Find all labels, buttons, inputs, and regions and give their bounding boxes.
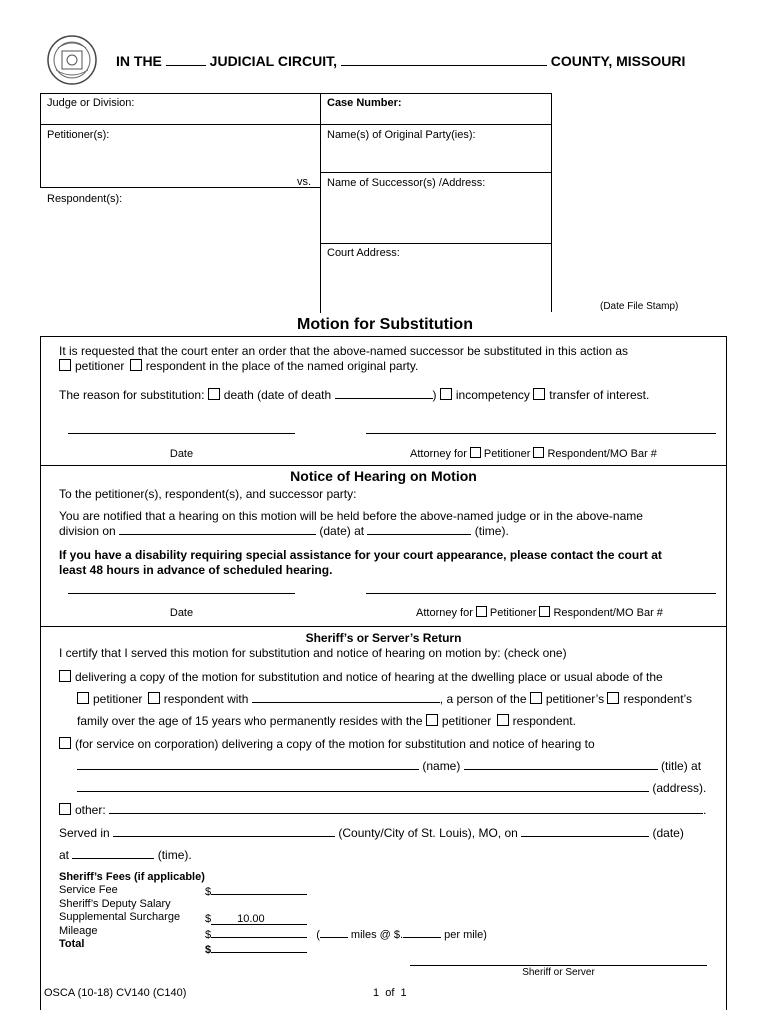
fees-labels [59, 884, 180, 952]
missouri-seal-logo [46, 34, 98, 86]
notice-attorney-petitioner-checkbox[interactable] [476, 606, 487, 617]
motion-request-text: It is requested that the court enter an order that the above-named successor be substituted in this action as [59, 344, 628, 358]
person-name-field[interactable] [252, 702, 440, 703]
mileage-label: Mileage [59, 924, 98, 937]
return-option-dwelling: delivering a copy of the motion for substitution and notice of hearing at the dwelling place or usual abode of the [59, 670, 663, 684]
notice-notified-text: You are notified that a hearing on this motion will be held before the above-named judge or in the above-name [59, 509, 643, 523]
hearing-time-field[interactable] [367, 534, 471, 535]
motion-date-signature-line[interactable] [68, 433, 295, 434]
service-fee-label: Service Fee [59, 884, 118, 896]
notice-attorney-signature-line[interactable] [366, 593, 716, 594]
reason-line: The reason for substitution: death (date of death ) incompetency transfer of interest. [59, 388, 650, 402]
petitioner-label: Petitioner(s): [47, 129, 110, 141]
resides-respondent-checkbox[interactable] [497, 714, 509, 726]
motion-attorney-respondent-checkbox[interactable] [533, 447, 544, 458]
notice-attorney-label: Attorney for Petitioner Respondent/MO Bar # [416, 607, 663, 619]
corp-title-field[interactable] [464, 769, 658, 770]
deputy-salary-label: Sheriff’s Deputy Salary [59, 897, 171, 910]
case-number-label: Case Number: [327, 97, 402, 109]
form-id: OSCA (10-18) CV140 (C140) [44, 987, 187, 999]
court-header [116, 53, 685, 69]
served-in-line: Served in (County/City of St. Louis), MO, on (date) [59, 826, 684, 840]
petitioners-family-checkbox[interactable] [530, 692, 542, 704]
served-date-field[interactable] [521, 836, 649, 837]
motion-attorney-petitioner-checkbox[interactable] [470, 447, 481, 458]
vs-label: vs. [297, 176, 312, 188]
sheriff-or-server-label: Sheriff or Server [522, 967, 595, 978]
served-county-field[interactable] [113, 836, 335, 837]
rate-per-mile-field[interactable] [403, 927, 441, 938]
supplemental-surcharge-label: Supplemental Surcharge [59, 911, 181, 923]
respondents-family-checkbox[interactable] [607, 692, 619, 704]
circuit-number-field[interactable] [166, 65, 206, 66]
disability-text-2: least 48 hours in advance of scheduled hearing. [59, 563, 333, 577]
sheriff-signature-line[interactable] [410, 965, 707, 966]
incompetency-checkbox[interactable] [440, 388, 452, 400]
service-fee-field[interactable] [211, 884, 307, 895]
date-of-death-field[interactable] [335, 398, 433, 399]
corporation-checkbox[interactable] [59, 737, 71, 749]
return-family-line: family over the age of 15 years who permanently resides with the petitioner respondent. [77, 714, 576, 728]
return-name-title-line: (name) (title) at [77, 759, 701, 773]
header-judicial-circuit: JUDICIAL CIRCUIT, [209, 53, 337, 69]
notice-date-signature-line[interactable] [68, 593, 295, 594]
supplemental-surcharge-field[interactable]: 10.00 [211, 913, 307, 925]
resides-petitioner-checkbox[interactable] [426, 714, 438, 726]
dwelling-checkbox[interactable] [59, 670, 71, 682]
return-title: Sheriff’s or Server’s Return [305, 631, 462, 645]
motion-attorney-label: Attorney for Petitioner Respondent/MO Bar # [410, 448, 657, 460]
return-option-corporation: (for service on corporation) delivering a copy of the motion for substitution and notice of hearing to [59, 737, 595, 751]
court-address-label: Court Address: [327, 247, 400, 259]
transfer-checkbox[interactable] [533, 388, 545, 400]
return-address-line: (address). [77, 781, 706, 795]
date-file-stamp-label: (Date File Stamp) [600, 301, 679, 312]
notice-date-label: Date [169, 607, 194, 619]
dwelling-petitioner-checkbox[interactable] [77, 692, 89, 704]
return-person-line: petitioner respondent with , a person of the petitioner’s respondent’s [77, 692, 692, 706]
served-time-line: at (time). [59, 848, 192, 862]
judge-division-label: Judge or Division: [47, 97, 135, 109]
notice-division-line: division on (date) at (time). [59, 524, 509, 538]
successor-label: Name of Successor(s) /Address: [327, 177, 486, 189]
motion-attorney-signature-line[interactable] [366, 433, 716, 434]
return-option-other: other: . [59, 803, 706, 817]
death-checkbox[interactable] [208, 388, 220, 400]
total-field[interactable] [211, 942, 307, 953]
motion-respondent-checkbox[interactable] [130, 359, 142, 371]
return-certify-text: I certify that I served this motion for substitution and notice of hearing on motion by: (check one) [59, 646, 567, 660]
header-county: COUNTY, MISSOURI [550, 53, 686, 69]
corp-name-field[interactable] [77, 769, 419, 770]
dwelling-respondent-checkbox[interactable] [148, 692, 160, 704]
motion-date-label: Date [169, 448, 194, 460]
fees-heading: Sheriff’s Fees (if applicable) [59, 871, 205, 883]
served-time-field[interactable] [72, 858, 154, 859]
total-label: Total [59, 938, 85, 950]
miles-count-field[interactable] [320, 927, 348, 938]
mileage-field[interactable] [211, 927, 307, 938]
page-number: 1 of 1 [373, 987, 407, 999]
notice-attorney-respondent-checkbox[interactable] [539, 606, 550, 617]
corp-address-field[interactable] [77, 791, 649, 792]
notice-to-text: To the petitioner(s), respondent(s), and successor party: [59, 487, 357, 501]
respondent-label: Respondent(s): [47, 193, 123, 205]
motion-title: Motion for Substitution [297, 316, 473, 333]
notice-title: Notice of Hearing on Motion [290, 468, 477, 484]
header-in-the: IN THE [116, 53, 162, 69]
disability-text: If you have a disability requiring special assistance for your court appearance, please contact the court at [59, 548, 662, 562]
county-name-field[interactable] [341, 65, 547, 66]
other-description-field[interactable] [109, 813, 703, 814]
motion-petitioner-checkbox[interactable] [59, 359, 71, 371]
original-party-label: Name(s) of Original Party(ies): [327, 129, 476, 141]
fees-values: $ $ 10.00 $ ( miles @ $. per mile) $ [205, 886, 487, 956]
other-checkbox[interactable] [59, 803, 71, 815]
hearing-date-field[interactable] [119, 534, 316, 535]
